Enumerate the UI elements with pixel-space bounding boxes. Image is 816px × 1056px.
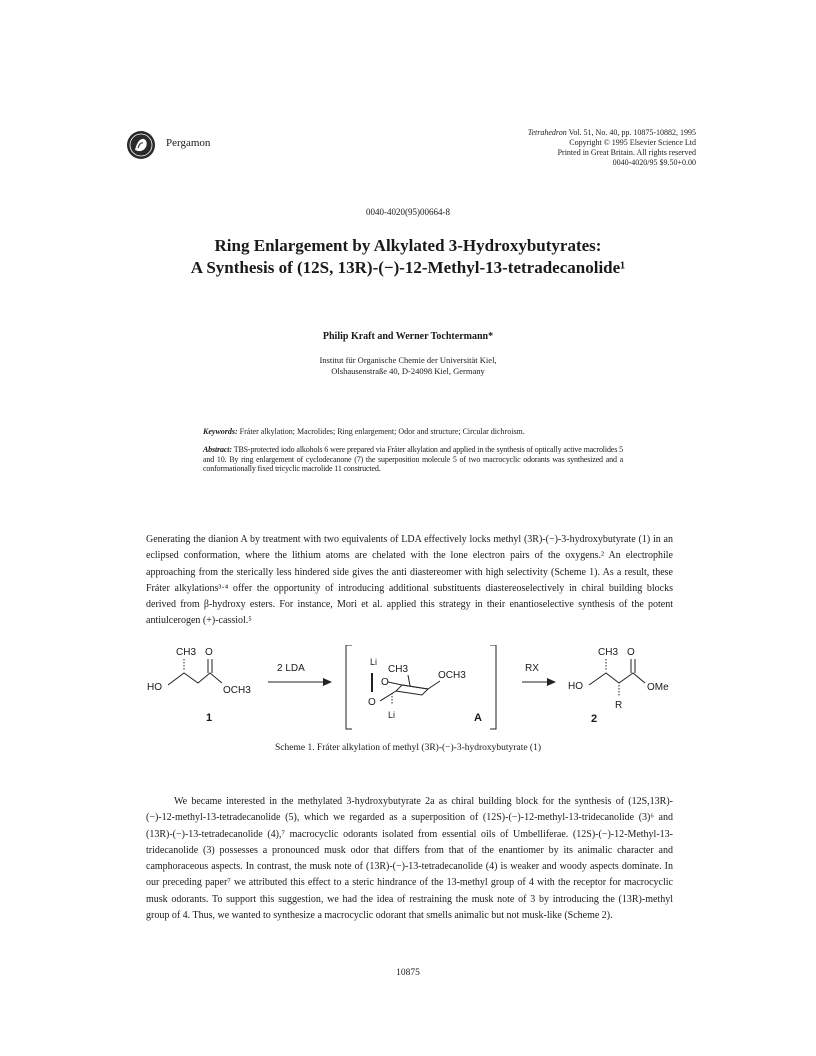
- och3-label: OCH3: [223, 685, 251, 696]
- publisher-name: Pergamon: [166, 137, 211, 149]
- scheme-caption: Scheme 1. Fráter alkylation of methyl (3R)-(−)-3-hydroxybutyrate (1): [275, 743, 541, 753]
- article-doi: 0040-4020(95)00664-8: [366, 207, 450, 217]
- arrow-rx: [522, 663, 556, 686]
- arrow-lda: [268, 663, 332, 686]
- intermediate-a-structure: [346, 645, 496, 729]
- keywords: [203, 427, 623, 437]
- compound-2-number: 2: [591, 713, 598, 725]
- ch3-label: CH3: [388, 664, 409, 675]
- journal-citation: Vol. 51, No. 40, pp. 10875-10882, 1995: [566, 128, 696, 137]
- article-title: [0, 235, 816, 279]
- affiliation: [0, 355, 816, 377]
- issn-line: 0040-4020/95 $9.50+0.00: [612, 158, 696, 167]
- page-number: 10875: [396, 968, 420, 978]
- keywords-label: Keywords:: [203, 427, 238, 436]
- reagent-rx: RX: [525, 663, 539, 674]
- compound-2-structure: [568, 647, 669, 725]
- affiliation-line-2: Olshausenstraße 40, D-24098 Kiel, Germany: [331, 366, 485, 376]
- title-line-2: A Synthesis of (12S, 13R)-(−)-12-Methyl-13-tetradecanolide¹: [190, 258, 626, 277]
- scheme-1-diagram: [140, 645, 700, 730]
- li-top-label: Li: [370, 657, 378, 667]
- compound-1-number: 1: [206, 712, 213, 724]
- journal-name: Tetrahedron: [527, 128, 567, 137]
- ome-label: OMe: [647, 682, 669, 693]
- r-group-label: R: [615, 700, 623, 711]
- intermediate-a-label: A: [474, 712, 482, 724]
- carbonyl-o-label: O: [205, 647, 213, 658]
- copyright-line: Copyright © 1995 Elsevier Science Ltd: [569, 138, 696, 147]
- ch3-label: CH3: [598, 647, 619, 658]
- och3-label: OCH3: [438, 670, 466, 681]
- ho-label: HO: [568, 681, 583, 692]
- author-list: Philip Kraft and Werner Tochtermann*: [322, 331, 494, 342]
- ring-o-label: O: [381, 677, 389, 688]
- abstract-text: TBS-protected iodo alkohols 6 were prepared via Fráter alkylation and applied in the synthesis of optically active macrolides 5 and 10. By ring enlargement of cyclodecanone (7) the superposition molecule 5 of two macrocyclic odorants was synthesized and a conformationally fixed tricyclic macrolide 11 constructed.: [203, 445, 623, 474]
- li-bottom-label: Li: [388, 710, 396, 720]
- compound-1-structure: [147, 647, 251, 724]
- affiliation-line-1: Institut für Organische Chemie der Universität Kiel,: [319, 355, 497, 365]
- keywords-text: Fráter alkylation; Macrolides; Ring enlargement; Odor and structure; Circular dichroism.: [237, 427, 525, 436]
- ring-o-lower-label: O: [368, 697, 376, 708]
- ch3-label: CH3: [176, 647, 197, 658]
- ho-label: HO: [147, 682, 162, 693]
- printed-line: Printed in Great Britain. All rights reserved: [557, 148, 696, 157]
- journal-header: [528, 128, 696, 168]
- elsevier-logo: [126, 130, 156, 160]
- reagent-lda: 2 LDA: [277, 663, 305, 674]
- carbonyl-o-label: O: [627, 647, 635, 658]
- abstract: [203, 445, 623, 474]
- title-line-1: Ring Enlargement by Alkylated 3-Hydroxybutyrates:: [214, 236, 602, 255]
- body-paragraph-1: Generating the dianion A by treatment with two equivalents of LDA effectively locks methyl (3R)-(−)-3-hydroxybutyrate (1) in an eclipsed conformation, where the lithium atoms are chelated with the lone electron pairs of the oxygens.² An electrophile approaching from the sterically less hindered side gives the anti diastereomer with high selectivity (Scheme 1). As a result, these Fráter alkylations³·⁴ offer the opportunity of introducing additional substituents diastereoselectively in chiral building blocks derived from β-hydroxy esters. For instance, Mori et al. applied this strategy in their enantioselective synthesis of the potent antiulcerogen (+)-cassiol.⁵: [146, 534, 673, 627]
- abstract-label: Abstract:: [203, 445, 232, 454]
- body-paragraph-2: [146, 794, 673, 924]
- body-paragraph-2-text: We became interested in the methylated 3-hydroxybutyrate 2a as chiral building block for the synthesis of (12S,13R)-(−)-12-methyl-13-tetradecanolide (5), which we regarded as a superposition of (12S)-(−)-12-methyl-13-tridecanolide (3)⁶ and (13R)-(−)-13-tetradecanolide (4),⁷ macrocyclic odorants isolated from essential oils of Umbelliferae. (12S)-(−)-12-Methyl-13-tridecanolide (3) possesses a pronounced musk odor that differs from that of the enantiomer by its animalic character and camphoraceous aspects. In contrast, the musk note of (13R)-(−)-13-tetradecanolide (4) is weaker and woody aspects dominate. In our preceding paper⁷ we attributed this effect to a steric hindrance of the 13-methyl group of 4 with the receptor for macrocyclic musk odorants. To support this suggestion, we had the idea of restraining the musk note of 3 by introducing the (13R)-methyl group of 4. Thus, we wanted to synthesize a macrocyclic odorant that smells animalic but not musk-like (Scheme 2).: [146, 796, 673, 922]
